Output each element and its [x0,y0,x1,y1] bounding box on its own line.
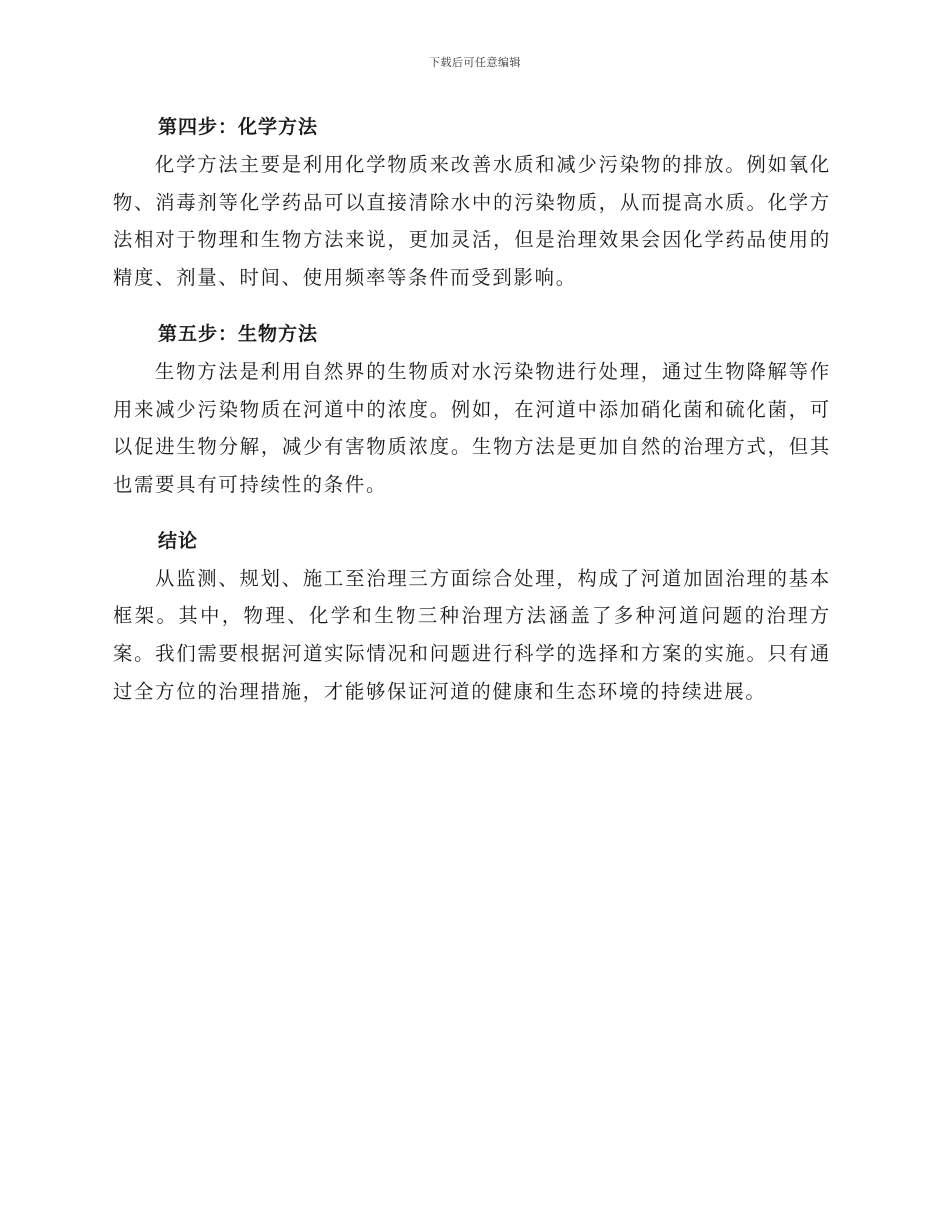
section-biological-method [113,315,831,504]
page-header: 下载后可任意编辑 [429,56,521,69]
section-paragraph: 化学方法主要是利用化学物质来改善水质和减少污染物的排放。例如氧化物、消毒剂等化学药品可以直接清除水中的污染物质，从而提高水质。化学方法相对于物理和生物方法来说，更加灵活，但是治理效果会因化学药品使用的精度、剂量、时间、使用频率等条件而受到影响。 [113,153,831,290]
section-chemical-method [113,108,831,297]
section-heading: 第四步：化学方法 [158,116,319,138]
section-heading: 结论 [158,529,199,552]
section-paragraph: 生物方法是利用自然界的生物质对水污染物进行处理，通过生物降解等作用来减少污染物质在河道中的浓度。例如，在河道中添加硝化菌和硫化菌，可以促进生物分解，减少有害物质浓度。生物方法是更加自然的治理方式，但其也需要具有可持续性的条件。 [113,359,831,496]
section-paragraph: 从监测、规划、施工至治理三方面综合处理，构成了河道加固治理的基本框架。其中，物理、化学和生物三种治理方法涵盖了多种河道问题的治理方案。我们需要根据河道实际情况和问题进行科学的选择和方案的实施。只有通过全方位的治理措施，才能够保证河道的健康和生态环境的持续进展。 [113,566,831,703]
document-body [113,108,831,728]
section-conclusion [113,522,831,711]
section-heading: 第五步：生物方法 [158,322,319,345]
